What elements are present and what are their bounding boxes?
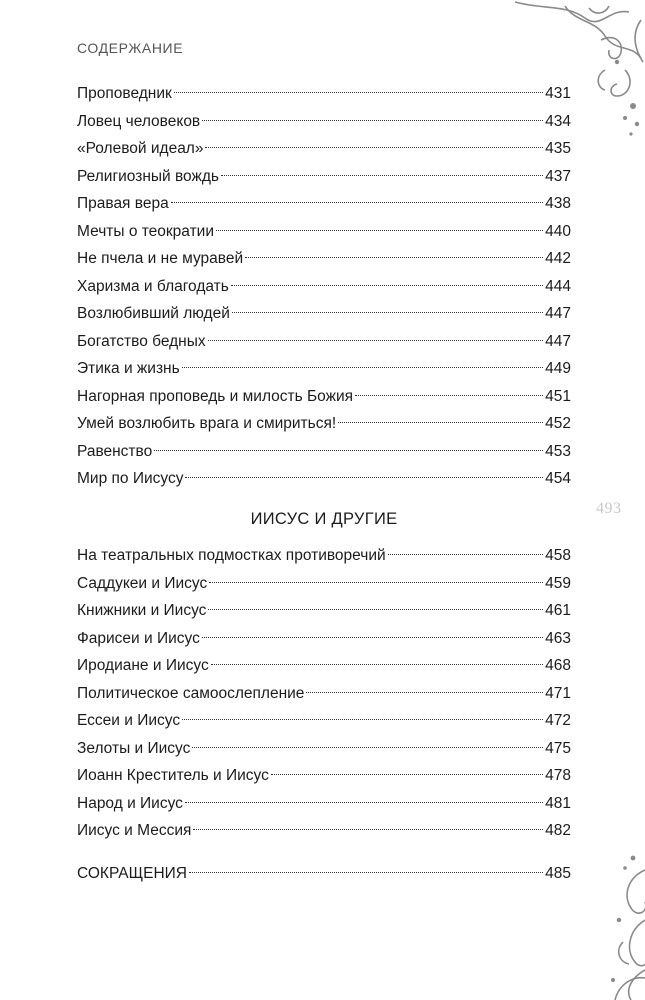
toc-entry-page: 442 bbox=[545, 250, 571, 267]
dot-leader bbox=[231, 285, 543, 286]
dot-leader bbox=[193, 829, 543, 830]
toc-entry-title: Этика и жизнь bbox=[77, 360, 180, 377]
toc-entry-title: Умей возлюбить врага и смириться! bbox=[77, 415, 337, 432]
toc-entry-title: Равенство bbox=[77, 442, 153, 460]
toc-entry[interactable] bbox=[77, 762, 571, 790]
toc-entry-page: 444 bbox=[545, 277, 571, 295]
toc-entry[interactable] bbox=[77, 597, 571, 625]
toc-list bbox=[77, 80, 571, 493]
toc-entry-title: Нагорная проповедь и милость Божия bbox=[77, 387, 354, 405]
toc-entry-title: На театральных подмостках противоречий bbox=[77, 547, 386, 564]
toc-entry-page: 447 bbox=[545, 332, 571, 350]
toc-entry-title: Иисус и Мессия bbox=[77, 822, 192, 839]
toc-list bbox=[77, 860, 571, 888]
toc-entry[interactable] bbox=[77, 652, 571, 680]
toc-entry-title: Книжники и Иисус bbox=[77, 602, 207, 619]
toc-entry-page: 482 bbox=[545, 822, 571, 839]
toc-entry-page: 468 bbox=[545, 657, 571, 674]
toc-entry-page: 451 bbox=[545, 387, 571, 405]
running-header: СОДЕРЖАНИЕ bbox=[77, 40, 184, 56]
toc-entry-title: Иродиане и Иисус bbox=[77, 657, 209, 674]
toc-entry[interactable] bbox=[77, 383, 571, 411]
toc-entry[interactable] bbox=[77, 790, 571, 818]
dot-leader bbox=[171, 202, 543, 203]
toc-entry-page: 453 bbox=[545, 442, 571, 460]
dot-leader bbox=[216, 230, 543, 231]
toc-entry[interactable] bbox=[77, 108, 571, 136]
toc-entry[interactable] bbox=[77, 135, 571, 163]
toc-entry[interactable] bbox=[77, 465, 571, 493]
toc-entry-page: 435 bbox=[545, 140, 571, 157]
toc-entry-page: 452 bbox=[545, 415, 571, 432]
dot-leader bbox=[338, 422, 543, 423]
dot-leader bbox=[202, 637, 543, 638]
toc-entry-page: 434 bbox=[545, 112, 571, 130]
toc-entry-title: Мир по Иисусу bbox=[77, 470, 184, 487]
toc-entry-title: Саддукеи и Иисус bbox=[77, 574, 208, 592]
dot-leader bbox=[182, 367, 543, 368]
dot-leader bbox=[388, 554, 543, 555]
toc-entry-title: Богатство бедных bbox=[77, 332, 206, 350]
dot-leader bbox=[192, 747, 543, 748]
dot-leader bbox=[245, 257, 543, 258]
toc-entry-page: 449 bbox=[545, 360, 571, 377]
toc-entry[interactable] bbox=[77, 190, 571, 218]
toc-entry-page: 471 bbox=[545, 684, 571, 702]
toc-entry-page: 463 bbox=[545, 629, 571, 647]
dot-leader bbox=[208, 609, 543, 610]
toc-entry-title: Политическое самоослепление bbox=[77, 684, 305, 702]
dot-leader bbox=[221, 175, 543, 176]
dot-leader bbox=[174, 92, 543, 93]
toc-entry-page: 438 bbox=[545, 195, 571, 212]
toc-entry-title: Возлюбивший людей bbox=[77, 305, 230, 322]
toc-entry-page: 454 bbox=[545, 470, 571, 487]
toc-entry[interactable] bbox=[77, 273, 571, 301]
toc-entry-page: 481 bbox=[545, 794, 571, 812]
toc-entry-page: 437 bbox=[545, 167, 571, 185]
toc-list bbox=[77, 542, 571, 845]
toc-entry[interactable] bbox=[77, 542, 571, 570]
toc-entry-page: 461 bbox=[545, 602, 571, 619]
toc-entry[interactable] bbox=[77, 328, 571, 356]
toc-entry-title: СОКРАЩЕНИЯ bbox=[77, 865, 187, 882]
dot-leader bbox=[209, 582, 543, 583]
section-heading: ИИСУС И ДРУГИЕ bbox=[250, 510, 398, 528]
toc-entry-title: Харизма и благодать bbox=[77, 277, 229, 295]
toc-entry[interactable] bbox=[77, 80, 571, 108]
dot-leader bbox=[182, 719, 543, 720]
toc-entry[interactable] bbox=[77, 817, 571, 845]
dot-leader bbox=[185, 802, 543, 803]
toc-entry-page: 440 bbox=[545, 222, 571, 240]
toc-entry-page: 478 bbox=[545, 767, 571, 784]
page-number: 493 bbox=[596, 500, 622, 517]
dot-leader bbox=[211, 664, 543, 665]
dot-leader bbox=[202, 120, 543, 121]
toc-entry[interactable] bbox=[77, 438, 571, 466]
toc-entry-title: Правая вера bbox=[77, 195, 169, 212]
dot-leader bbox=[306, 692, 543, 693]
dot-leader bbox=[271, 774, 543, 775]
toc-entry-page: 431 bbox=[545, 85, 571, 102]
toc-entry-title: Ловец человеков bbox=[77, 112, 201, 130]
toc-entry[interactable] bbox=[77, 410, 571, 438]
toc-entry-title: Ессеи и Иисус bbox=[77, 712, 181, 729]
toc-entry[interactable] bbox=[77, 300, 571, 328]
toc-entry-title: Иоанн Креститель и Иисус bbox=[77, 767, 269, 784]
dot-leader bbox=[205, 147, 543, 148]
toc-entry[interactable] bbox=[77, 735, 571, 763]
toc-entry-title: Не пчела и не муравей bbox=[77, 250, 244, 267]
toc-entry-title: Проповедник bbox=[77, 85, 172, 102]
dot-leader bbox=[232, 312, 543, 313]
toc-entry[interactable] bbox=[77, 163, 571, 191]
toc-entry-title: «Ролевой идеал» bbox=[77, 140, 204, 157]
toc-entry[interactable] bbox=[77, 245, 571, 273]
toc-entry-title: Мечты о теократии bbox=[77, 222, 215, 240]
toc-entry-page: 475 bbox=[545, 739, 571, 757]
toc-entry[interactable] bbox=[77, 570, 571, 598]
toc-entry-page: 447 bbox=[545, 305, 571, 322]
toc-entry-title: Религиозный вождь bbox=[77, 167, 219, 185]
dot-leader bbox=[208, 340, 544, 341]
toc-entry[interactable] bbox=[77, 218, 571, 246]
floral-ornament-icon bbox=[575, 850, 645, 1000]
toc-entry[interactable] bbox=[77, 355, 571, 383]
toc-entry[interactable] bbox=[77, 680, 571, 708]
toc-entry[interactable] bbox=[77, 707, 571, 735]
toc-entry[interactable] bbox=[77, 860, 571, 888]
dot-leader bbox=[189, 872, 543, 873]
toc-entry-title: Зелоты и Иисус bbox=[77, 739, 191, 757]
toc-entry-title: Фарисеи и Иисус bbox=[77, 629, 200, 647]
toc-entry-title: Народ и Иисус bbox=[77, 794, 183, 812]
toc-entry-page: 458 bbox=[545, 547, 571, 564]
dot-leader bbox=[154, 450, 543, 451]
toc-entry-page: 472 bbox=[545, 712, 571, 729]
toc-entry[interactable] bbox=[77, 625, 571, 653]
toc-entry-page: 485 bbox=[545, 865, 571, 882]
toc-entry-page: 459 bbox=[545, 574, 571, 592]
dot-leader bbox=[355, 395, 543, 396]
dot-leader bbox=[185, 477, 543, 478]
